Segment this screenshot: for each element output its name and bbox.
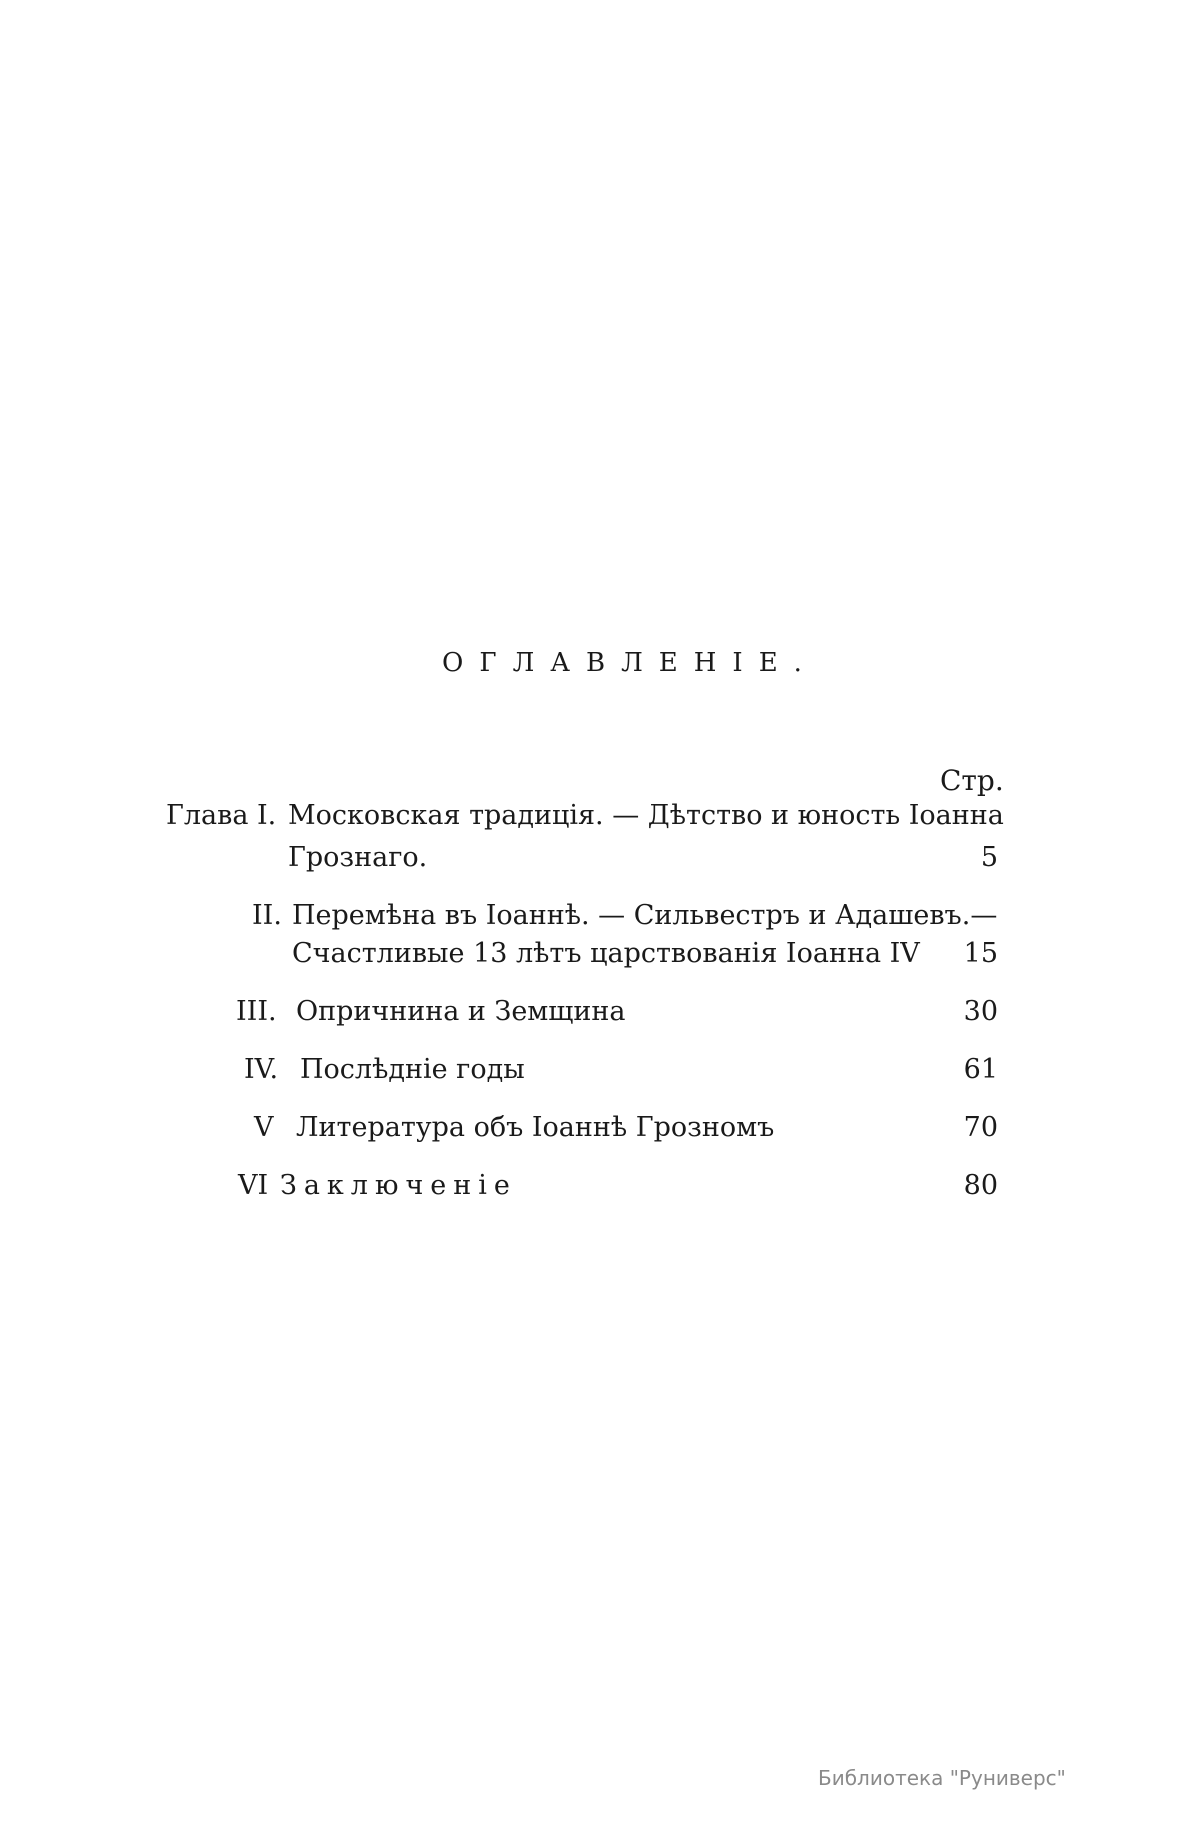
chapter-label-3: III.: [236, 996, 277, 1027]
chapter-label-4: IV.: [244, 1054, 279, 1085]
chapter-label-2: II.: [252, 900, 282, 931]
entry-1-page: 5: [980, 842, 998, 873]
entry-3-page: 30: [963, 996, 998, 1027]
page-column-header: Стр.: [940, 764, 1004, 797]
page-title: ОГЛАВЛЕНІЕ.: [442, 648, 818, 678]
entry-2-line-2: Счастливые 13 лѣтъ царствованія Іоанна IV: [292, 938, 920, 969]
entry-6-page: 80: [963, 1170, 998, 1201]
entry-6-line-1: Заключеніе: [280, 1170, 517, 1201]
chapter-label-5: V: [254, 1112, 274, 1143]
entry-1-line-1: Московская традиція. — Дѣтство и юность Іоанна: [288, 800, 1004, 831]
chapter-label-1: Глава I.: [166, 800, 277, 831]
entry-4-line-1: Послѣдніе годы: [300, 1054, 525, 1085]
entry-5-page: 70: [963, 1112, 998, 1143]
entry-3-line-1: Опричнина и Земщина: [296, 996, 626, 1027]
entry-5-line-1: Литература объ Іоаннѣ Грозномъ: [296, 1112, 775, 1143]
chapter-label-6: VI: [238, 1170, 269, 1201]
entry-2-page: 15: [963, 938, 998, 969]
entry-1-line-2: Грознаго.: [288, 842, 428, 873]
library-watermark: Библиотека "Руниверс": [818, 1766, 1066, 1790]
entry-2-line-1: Перемѣна въ Іоаннѣ. — Сильвестръ и Адашевъ.—: [292, 900, 998, 931]
entry-4-page: 61: [963, 1054, 998, 1085]
